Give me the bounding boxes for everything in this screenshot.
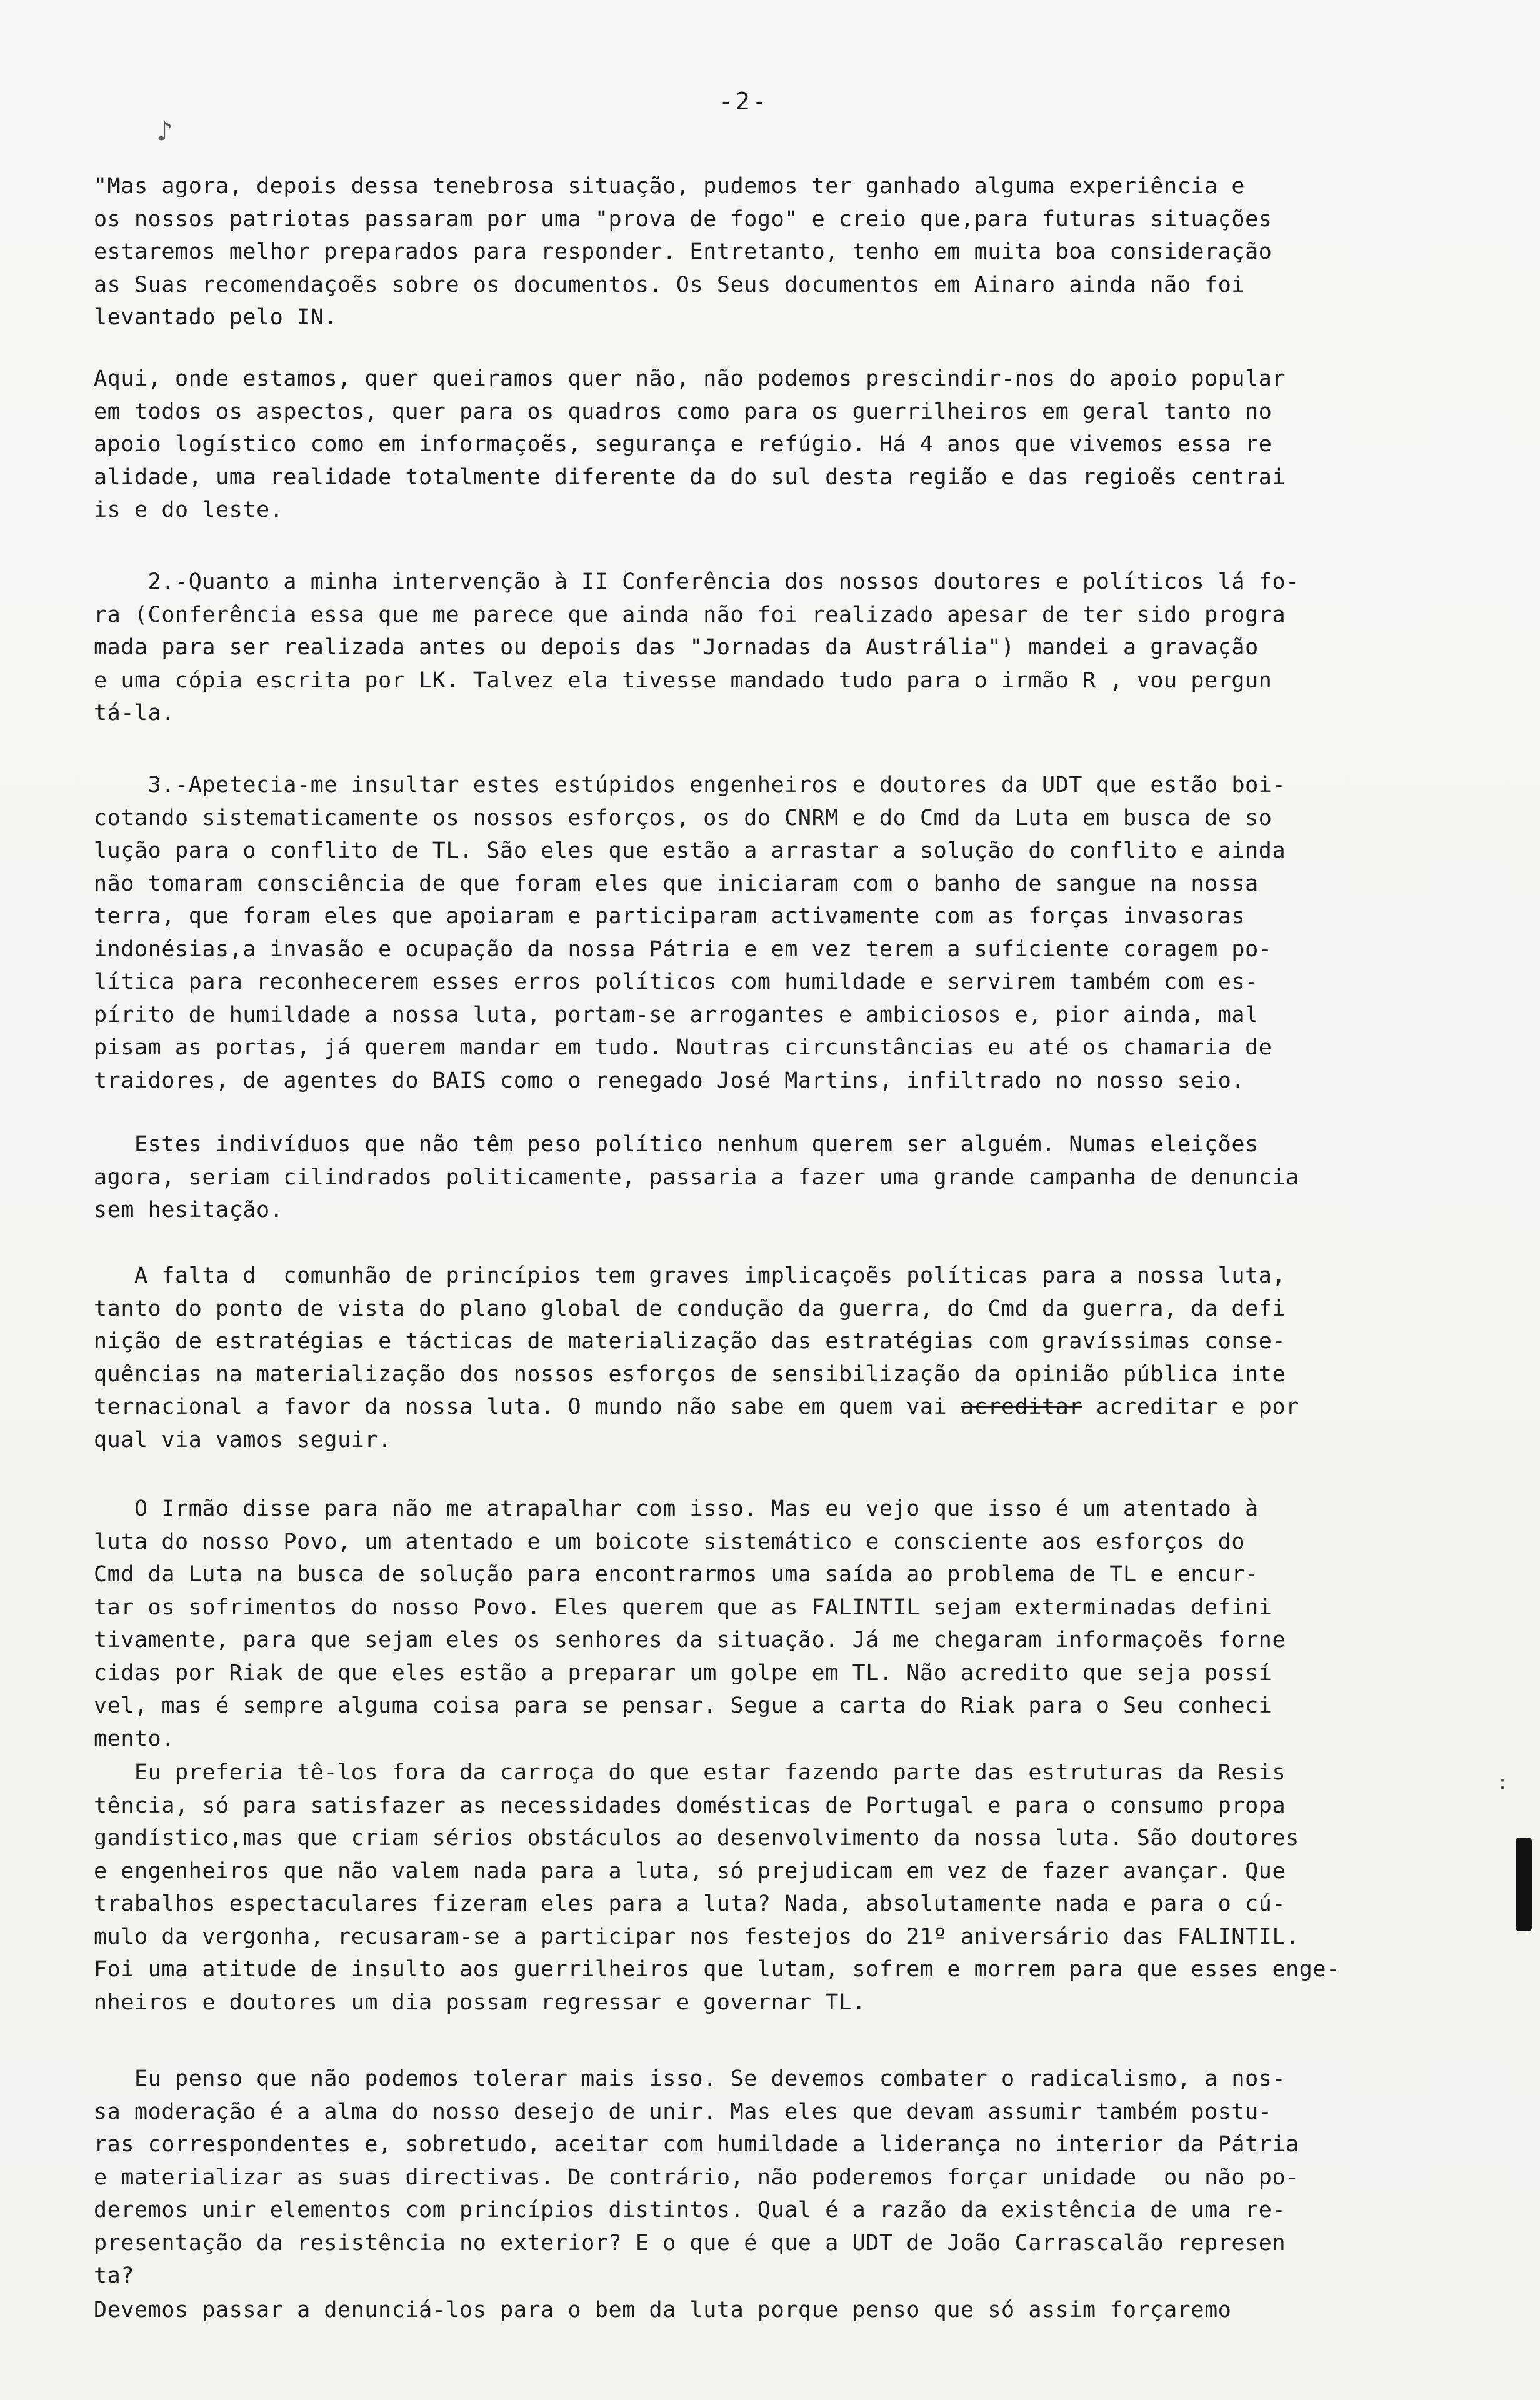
text-line: lução para o conflito de TL. São eles que estão a arrastar a solução do conflito e ainda (94, 838, 1286, 863)
text-line: Eu preferia tê-los fora da carroça do que estar fazendo parte das estruturas da Resis (94, 1760, 1286, 1785)
paragraph-3 (94, 566, 1488, 730)
text-line: sem hesitação. (94, 1198, 284, 1222)
line-tail: acreditar e por (1082, 1394, 1299, 1419)
text-line: levantado pelo IN. (94, 305, 338, 330)
text-line: cidas por Riak de que eles estão a preparar um golpe em TL. Não acredito que seja possí (94, 1660, 1272, 1686)
text-line: nheiros e doutores um dia possam regressar e governar TL. (94, 1989, 866, 2015)
text-line: 3.-Apetecia-me insultar estes estúpidos engenheiros e doutores da UDT que estão boi- (94, 772, 1286, 798)
text-line: 2.-Quanto a minha intervenção à II Conferência dos nossos doutores e políticos lá fo- (94, 569, 1299, 594)
text-line: e materializar as suas directivas. De contrário, não poderemos forçar unidade ou não po- (94, 2164, 1299, 2190)
text-line: sa moderação é a alma do nosso desejo de unir. Mas eles que devam assumir também postu- (94, 2099, 1272, 2124)
paragraph-9 (94, 2062, 1488, 2292)
edge-binding-mark (1516, 1838, 1532, 1931)
text-line: em todos os aspectos, quer para os quadros como para os guerrilheiros em geral tanto no (94, 399, 1272, 424)
text-line: presentação da resistência no exterior? E o que é que a UDT de João Carrascalão represen (94, 2230, 1286, 2256)
text-line: mulo da vergonha, recusaram-se a participar nos festejos do 21º aniversário das FALINTIL. (94, 1924, 1299, 1949)
text-line: tá-la. (94, 701, 176, 726)
text-line: quências na materialização dos nossos esforços de sensibilização da opinião pública inte (94, 1361, 1286, 1387)
text-line: trabalhos espectaculares fizeram eles para a luta? Nada, absolutamente nada e para o cú- (94, 1891, 1286, 1916)
text-line: Eu penso que não podemos tolerar mais isso. Se devemos combater o radicalismo, a nos- (94, 2066, 1286, 2091)
paragraph-4 (94, 769, 1488, 1097)
text-line: nição de estratégias e tácticas de materialização das estratégias com gravíssimas conse- (94, 1329, 1286, 1354)
text-line: Devemos passar a denunciá-los para o bem da luta porque penso que só assim forçaremo (94, 2298, 1232, 2322)
margin-mark: ♪ (156, 116, 173, 148)
text-line: tar os sofrimentos do nosso Povo. Eles querem que as FALINTIL sejam exterminadas defini (94, 1594, 1272, 1620)
text-line: lítica para reconhecerem esses erros políticos com humildade e servirem também com es- (94, 969, 1259, 994)
text-line: indonésias,a invasão e ocupação da nossa Pátria e em vez terem a suficiente coragem po- (94, 936, 1272, 962)
paragraph-2 (94, 362, 1488, 527)
text-line: alidade, uma realidade totalmente diferente da do sul desta região e das regioẽs centrai (94, 464, 1286, 490)
text-line: gandístico,mas que criam sérios obstáculos ao desenvolvimento da nossa luta. São doutores (94, 1826, 1299, 1851)
paragraph-7 (94, 1492, 1488, 1755)
text-line: Aqui, onde estamos, quer queiramos quer não, não podemos prescindir-nos do apoio popular (94, 366, 1286, 391)
text-line: e uma cópia escrita por LK. Talvez ela tivesse mandado tudo para o irmão R , vou pergun (94, 668, 1272, 693)
text-line: O Irmão disse para não me atrapalhar com isso. Mas eu vejo que isso é um atentado à (94, 1496, 1259, 1521)
text-line: estaremos melhor preparados para responder. Entretanto, tenho em muita boa consideração (94, 239, 1272, 264)
text-line: qual via vamos seguir. (94, 1427, 392, 1452)
paragraph-6 (94, 1259, 1488, 1456)
text-line: mada para ser realizada antes ou depois das "Jornadas da Austrália") mandei a gravação (94, 635, 1259, 660)
text-line: is e do leste. (94, 498, 284, 522)
text-line: traidores, de agentes do BAIS como o renegado José Martins, infiltrado no nosso seio. (94, 1068, 1246, 1093)
text-line-with-strike (94, 1391, 1488, 1424)
paragraph-1 (94, 170, 1488, 334)
text-line: A falta d comunhão de princípios tem graves implicaçoẽs políticas para a nossa luta, (94, 1263, 1286, 1288)
struck-word: acreditar (961, 1394, 1083, 1419)
edge-dot: : (1497, 1772, 1509, 1794)
text-line: deremos unir elementos com princípios distintos. Qual é a razão da existência de uma re- (94, 2198, 1286, 2222)
text-line: os nossos patriotas passaram por uma "prova de fogo" e creio que,para futuras situações (94, 206, 1272, 232)
text-line: ras correspondentes e, sobretudo, aceitar com humildade a liderança no interior da Pátria (94, 2132, 1299, 2157)
text-line: terra, que foram eles que apoiaram e participaram activamente com as forças invasoras (94, 904, 1246, 929)
text-line: não tomaram consciência de que foram eles que iniciaram com o banho de sangue na nossa (94, 871, 1259, 896)
text-line: Cmd da Luta na busca de solução para encontrarmos uma saída ao problema de TL e encur- (94, 1562, 1259, 1587)
text-line: mento. (94, 1726, 176, 1751)
text-line: agora, seriam cilindrados politicamente, passaria a fazer uma grande campanha de denuncia (94, 1164, 1299, 1190)
text-line: Estes indivíduos que não têm peso político nenhum querem ser alguém. Numas eleições (94, 1132, 1259, 1157)
text-line: Foi uma atitude de insulto aos guerrilheiros que lutam, sofrem e morrem para que esses enge- (94, 1957, 1340, 1982)
paragraph-8 (94, 1756, 1488, 2019)
paragraph-5 (94, 1128, 1488, 1227)
text-line: apoio logístico como em informaçoẽs, segurança e refúgio. Há 4 anos que vivemos essa re (94, 432, 1272, 457)
text-line: tência, só para satisfazer as necessidades domésticas de Portugal e para o consumo propa (94, 1792, 1286, 1818)
text-line: luta do nosso Povo, um atentado e um boicote sistemático e consciente aos esforços do (94, 1529, 1246, 1554)
text-line: tivamente, para que sejam eles os senhores da situação. Já me chegaram informaçoẽs forne (94, 1628, 1286, 1652)
text-line: "Mas agora, depois dessa tenebrosa situação, pudemos ter ganhado alguma experiência e (94, 174, 1246, 199)
line-start: ternacional a favor da nossa luta. O mundo não sabe em quem vai (94, 1394, 961, 1419)
text-line: pírito de humildade a nossa luta, portam-se arrogantes e ambiciosos e, pior ainda, mal (94, 1002, 1259, 1028)
text-line: ta? (94, 2263, 135, 2288)
text-line: vel, mas é sempre alguma coisa para se pensar. Segue a carta do Riak para o Seu conheci (94, 1693, 1272, 1718)
text-line: pisam as portas, já querem mandar em tudo. Noutras circunstâncias eu até os chamaria de (94, 1035, 1272, 1060)
text-line: ra (Conferência essa que me parece que ainda não foi realizado apesar de ter sido progra (94, 602, 1286, 628)
text-line: cotando sistematicamente os nossos esforços, os do CNRM e do Cmd da Luta em busca de so (94, 805, 1272, 831)
text-line: e engenheiros que não valem nada para a luta, só prejudicam em vez de fazer avançar. Que (94, 1858, 1286, 1884)
text-line: tanto do ponto de vista do plano global de condução da guerra, do Cmd da guerra, da defi (94, 1296, 1286, 1321)
text-line: as Suas recomendaçoẽs sobre os documentos. Os Seus documentos em Ainaro ainda não foi (94, 272, 1246, 298)
page-number: -2- (719, 88, 769, 115)
paragraph-10 (94, 2294, 1488, 2327)
